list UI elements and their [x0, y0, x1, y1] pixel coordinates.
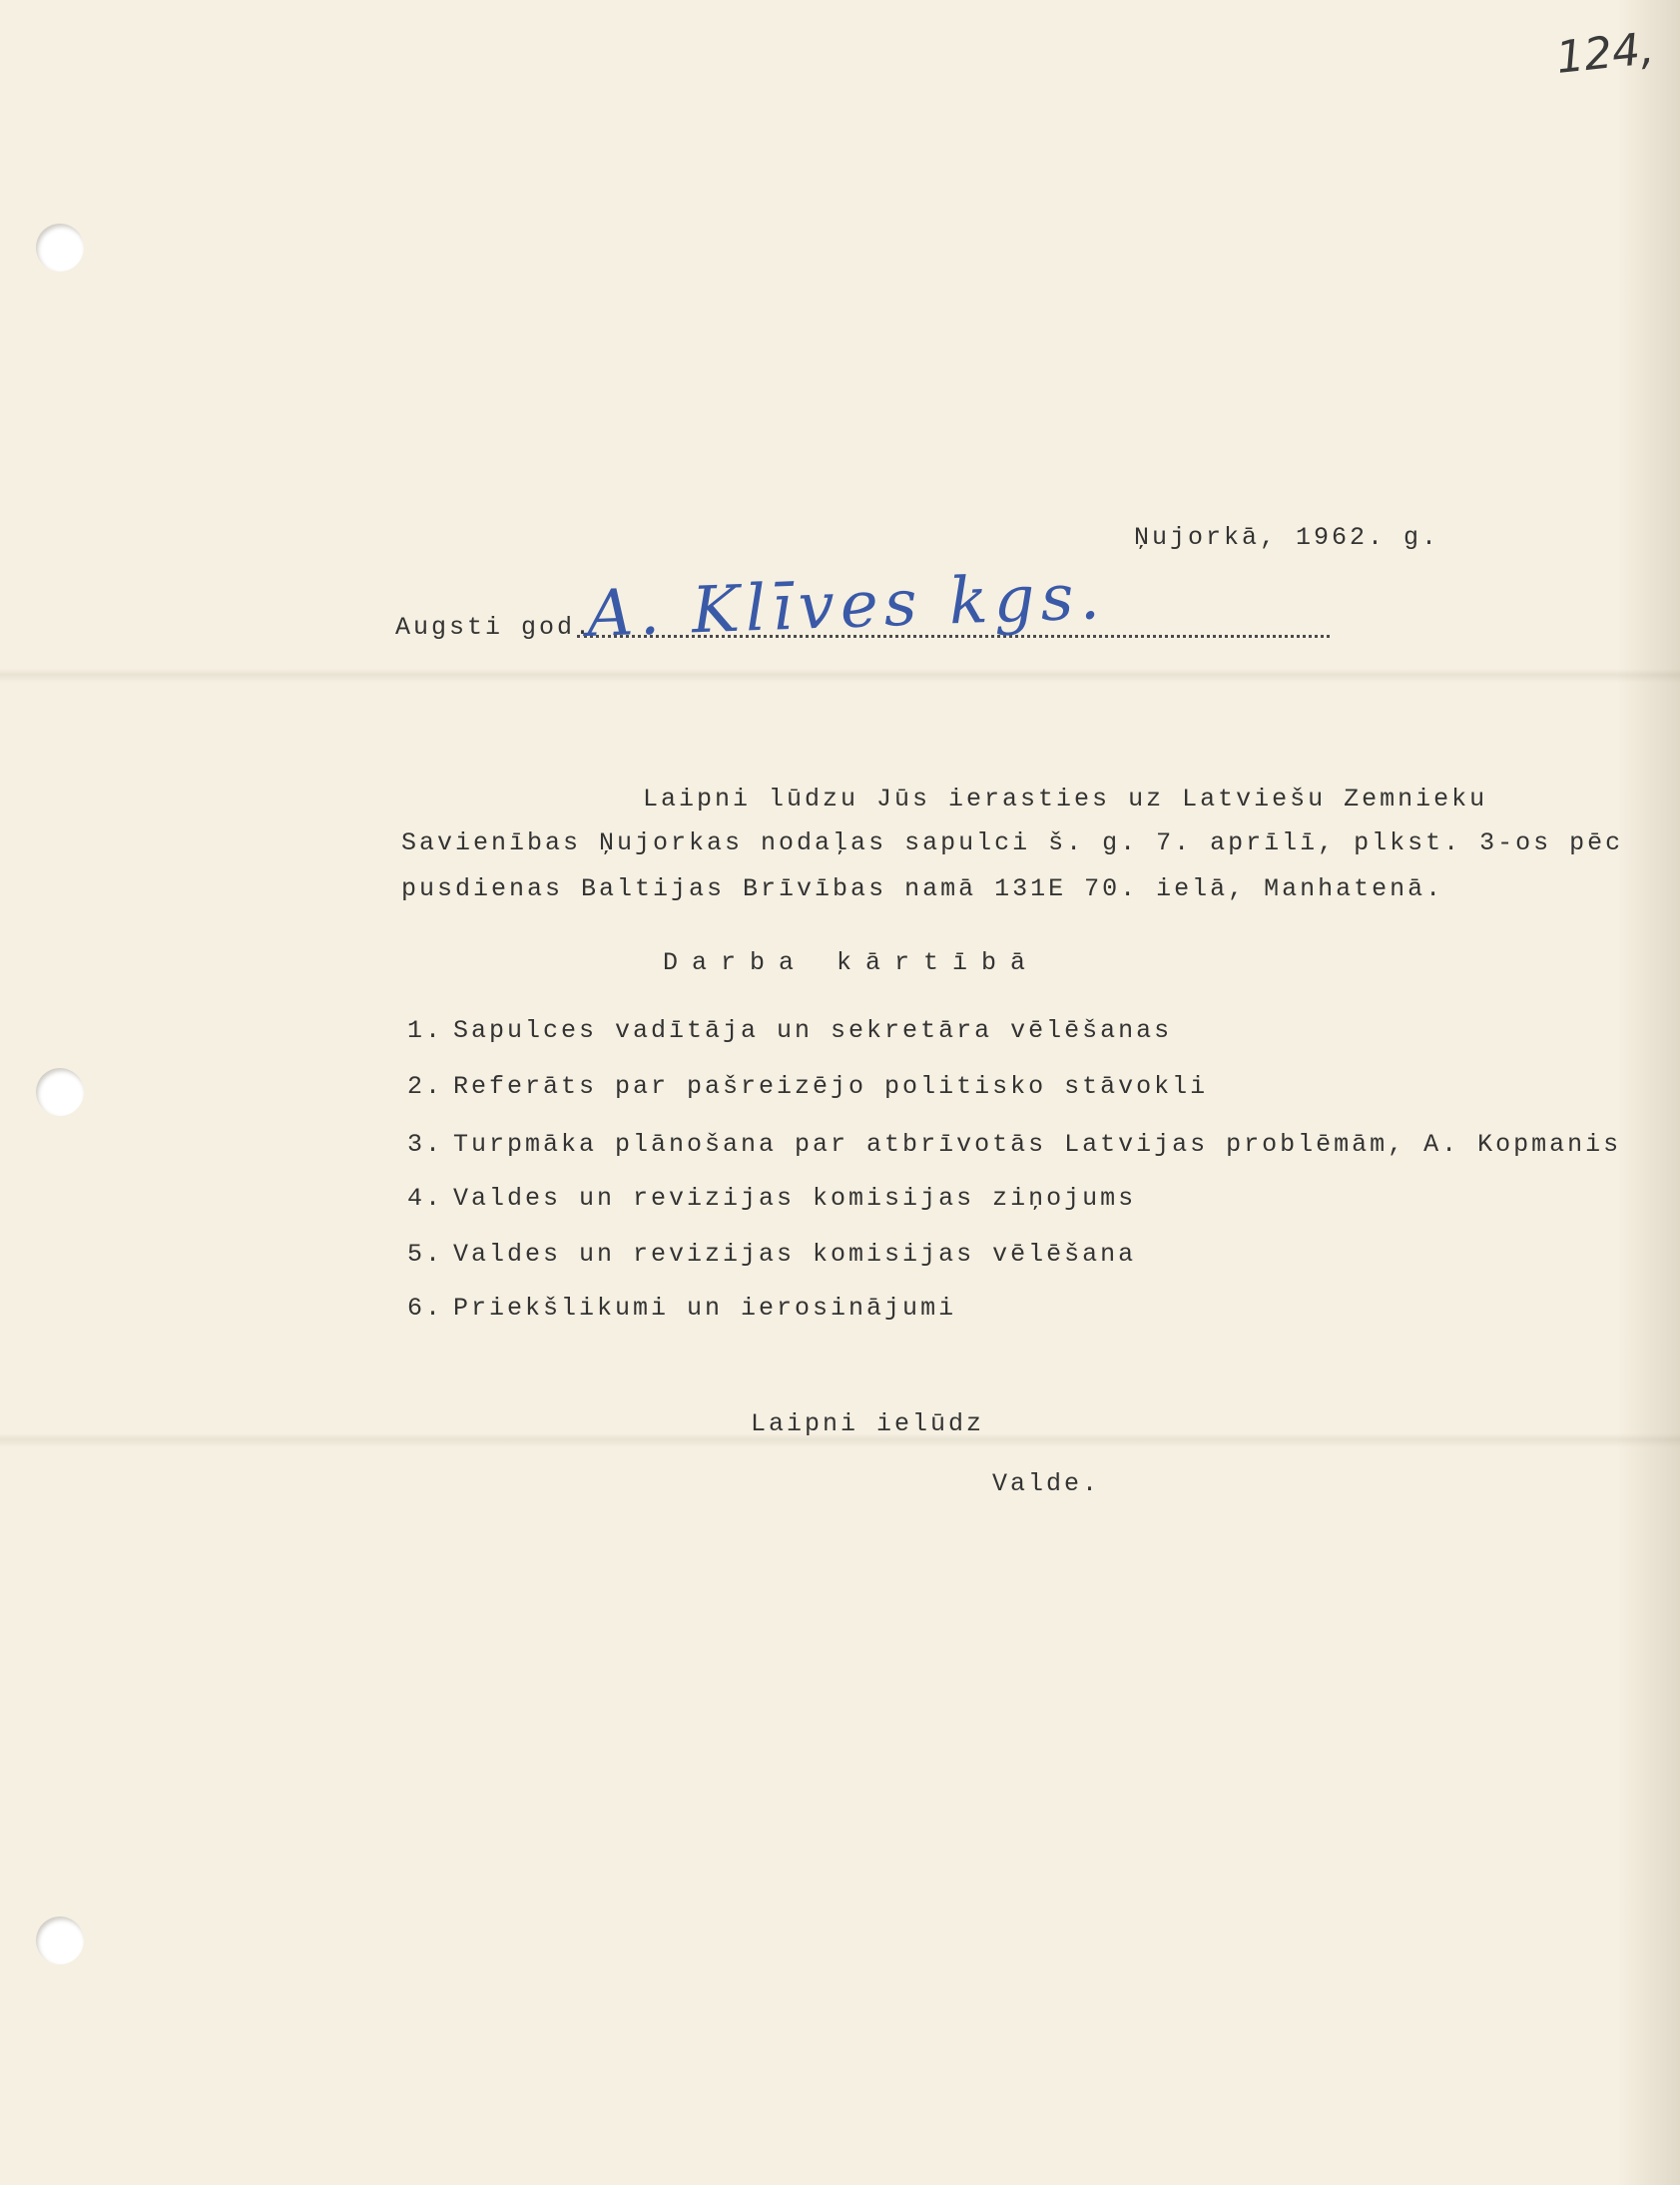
agenda-item-text: Referāts par pašreizējo politisko stāvokli	[453, 1072, 1209, 1101]
closing-text: Laipni ielūdz	[751, 1409, 985, 1438]
agenda-item-number: 3.	[407, 1130, 444, 1159]
agenda-item-number: 6.	[407, 1294, 444, 1323]
agenda-item-text: Priekšlikumi un ierosinājumi	[453, 1294, 957, 1323]
punch-hole-top	[36, 224, 84, 272]
agenda-item-text: Valdes un revizijas komisijas ziņojums	[453, 1184, 1137, 1213]
signature-text: Valde.	[992, 1469, 1101, 1498]
agenda-item-number: 2.	[407, 1072, 444, 1101]
agenda-item-number: 1.	[407, 1016, 444, 1045]
agenda-item-text: Turpmāka plānošana par atbrīvotās Latvijas problēmām, A. Kopmanis	[453, 1130, 1622, 1159]
punch-hole-middle	[36, 1068, 84, 1116]
agenda-item-number: 4.	[407, 1184, 444, 1213]
body-line-2: Savienības Ņujorkas nodaļas sapulci š. g. 7. aprīlī, plkst. 3-os pēc	[401, 828, 1624, 857]
agenda-item-text: Valdes un revizijas komisijas vēlēšana	[453, 1240, 1137, 1269]
salutation: Augsti god.	[395, 613, 594, 642]
agenda-item-text: Sapulces vadītāja un sekretāra vēlēšanas	[453, 1016, 1173, 1045]
agenda-heading: Darba kārtībā	[663, 948, 1040, 977]
body-line-3: pusdienas Baltijas Brīvības namā 131E 70. ielā, Manhatenā.	[401, 874, 1444, 903]
punch-hole-bottom	[36, 1916, 84, 1964]
addressee-handwritten: A. Klīves kgs.	[585, 559, 1107, 653]
place-date: Ņujorkā, 1962. g.	[1134, 523, 1440, 552]
agenda-item-number: 5.	[407, 1240, 444, 1269]
archive-number: 124,	[1553, 23, 1657, 84]
body-line-1: Laipni lūdzu Jūs ierasties uz Latviešu Zemnieku	[643, 785, 1488, 814]
